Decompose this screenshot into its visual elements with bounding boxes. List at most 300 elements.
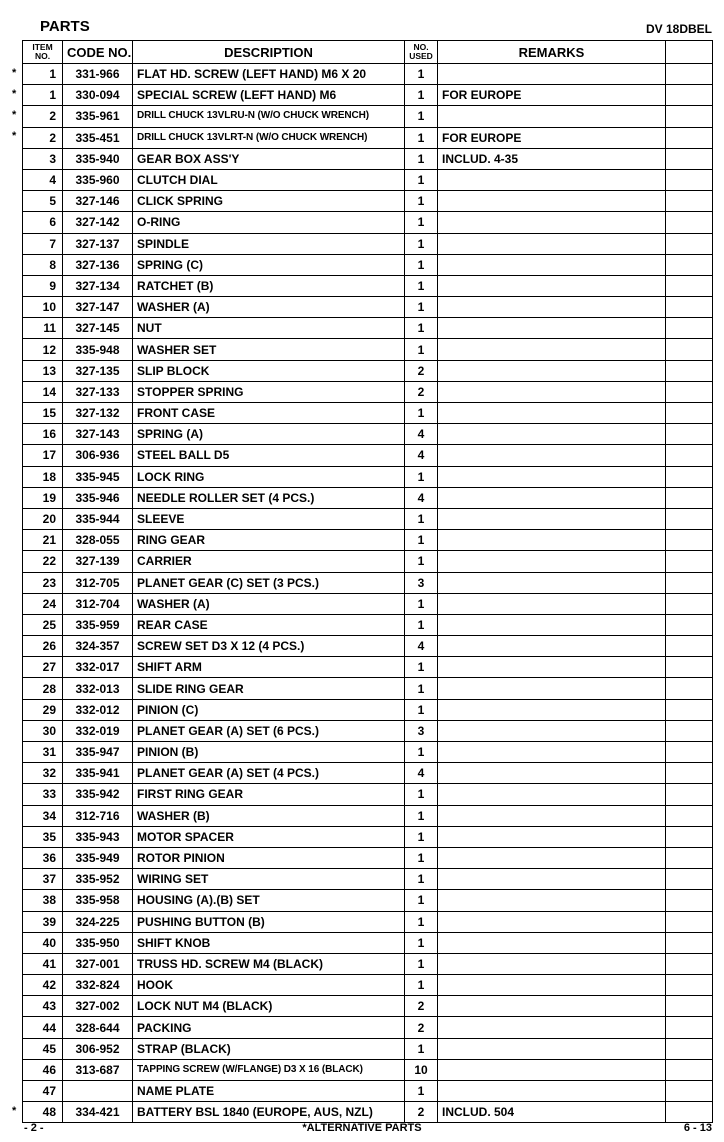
no-used: 1 bbox=[405, 826, 438, 847]
table-row bbox=[23, 530, 713, 551]
item-no: 1 bbox=[23, 64, 63, 85]
no-used: 1 bbox=[405, 466, 438, 487]
table-row bbox=[23, 869, 713, 890]
description: RING GEAR bbox=[133, 530, 405, 551]
remarks bbox=[438, 720, 666, 741]
item-no: 47 bbox=[23, 1081, 63, 1102]
no-used: 1 bbox=[405, 551, 438, 572]
remarks bbox=[438, 339, 666, 360]
no-used: 1 bbox=[405, 657, 438, 678]
blank-cell bbox=[666, 445, 713, 466]
remarks bbox=[438, 678, 666, 699]
code-no: 327-132 bbox=[63, 403, 133, 424]
blank-cell bbox=[666, 742, 713, 763]
item-no: 9 bbox=[23, 275, 63, 296]
no-used: 1 bbox=[405, 530, 438, 551]
description: PLANET GEAR (A) SET (6 PCS.) bbox=[133, 720, 405, 741]
description: LOCK NUT M4 (BLACK) bbox=[133, 996, 405, 1017]
no-used: 1 bbox=[405, 847, 438, 868]
code-no: 332-013 bbox=[63, 678, 133, 699]
item-no: 43 bbox=[23, 996, 63, 1017]
no-used-header bbox=[405, 41, 438, 64]
code-no: 335-945 bbox=[63, 466, 133, 487]
remarks bbox=[438, 169, 666, 190]
blank-cell bbox=[666, 657, 713, 678]
no-used: 1 bbox=[405, 212, 438, 233]
item-no: 12 bbox=[23, 339, 63, 360]
code-no: 331-966 bbox=[63, 64, 133, 85]
item-no: 16 bbox=[23, 424, 63, 445]
blank-cell bbox=[666, 911, 713, 932]
description-header: DESCRIPTION bbox=[133, 41, 405, 64]
item-no: 17 bbox=[23, 445, 63, 466]
table-row bbox=[23, 212, 713, 233]
remarks bbox=[438, 1038, 666, 1059]
remarks bbox=[438, 254, 666, 275]
no-used: 1 bbox=[405, 85, 438, 106]
code-no: 327-143 bbox=[63, 424, 133, 445]
blank-cell bbox=[666, 318, 713, 339]
table-row bbox=[23, 763, 713, 784]
no-used: 1 bbox=[405, 254, 438, 275]
blank-cell bbox=[666, 551, 713, 572]
no-used: 1 bbox=[405, 127, 438, 148]
no-used: 2 bbox=[405, 360, 438, 381]
remarks bbox=[438, 106, 666, 127]
description: SLIDE RING GEAR bbox=[133, 678, 405, 699]
item-no: 18 bbox=[23, 466, 63, 487]
no-used: 1 bbox=[405, 318, 438, 339]
description: SLEEVE bbox=[133, 508, 405, 529]
code-no: 327-135 bbox=[63, 360, 133, 381]
remarks bbox=[438, 360, 666, 381]
blank-cell bbox=[666, 1017, 713, 1038]
remarks bbox=[438, 763, 666, 784]
code-no: 327-137 bbox=[63, 233, 133, 254]
item-no: 24 bbox=[23, 593, 63, 614]
remarks: INCLUD. 4-35 bbox=[438, 148, 666, 169]
code-no: 324-357 bbox=[63, 636, 133, 657]
description: RATCHET (B) bbox=[133, 275, 405, 296]
table-row bbox=[23, 466, 713, 487]
description: SLIP BLOCK bbox=[133, 360, 405, 381]
table-row bbox=[23, 297, 713, 318]
no-used: 1 bbox=[405, 233, 438, 254]
table-row bbox=[23, 1038, 713, 1059]
page-number: - 2 - bbox=[24, 1122, 44, 1134]
code-no: 335-941 bbox=[63, 763, 133, 784]
item-no: 19 bbox=[23, 487, 63, 508]
item-no: 25 bbox=[23, 614, 63, 635]
used-header-line1: NO. bbox=[413, 42, 429, 52]
description: WASHER SET bbox=[133, 339, 405, 360]
description: TRUSS HD. SCREW M4 (BLACK) bbox=[133, 953, 405, 974]
table-row bbox=[23, 424, 713, 445]
no-used: 1 bbox=[405, 339, 438, 360]
blank-cell bbox=[666, 466, 713, 487]
code-no: 335-943 bbox=[63, 826, 133, 847]
remarks bbox=[438, 869, 666, 890]
alternative-part-marker: * bbox=[12, 87, 17, 100]
description: FRONT CASE bbox=[133, 403, 405, 424]
description: BATTERY BSL 1840 (EUROPE, AUS, NZL) bbox=[133, 1102, 405, 1123]
description: SHIFT ARM bbox=[133, 657, 405, 678]
description: WASHER (B) bbox=[133, 805, 405, 826]
no-used: 1 bbox=[405, 953, 438, 974]
item-no: 38 bbox=[23, 890, 63, 911]
table-row bbox=[23, 953, 713, 974]
remarks: INCLUD. 504 bbox=[438, 1102, 666, 1123]
code-no: 328-055 bbox=[63, 530, 133, 551]
table-row bbox=[23, 169, 713, 190]
table-row bbox=[23, 106, 713, 127]
blank-cell bbox=[666, 254, 713, 275]
blank-cell bbox=[666, 1102, 713, 1123]
remarks bbox=[438, 403, 666, 424]
code-no-header: CODE NO. bbox=[63, 41, 133, 64]
remarks bbox=[438, 953, 666, 974]
table-row bbox=[23, 699, 713, 720]
no-used: 1 bbox=[405, 1081, 438, 1102]
page-title: PARTS bbox=[40, 18, 90, 35]
description: NEEDLE ROLLER SET (4 PCS.) bbox=[133, 487, 405, 508]
item-header-line2: NO. bbox=[34, 51, 51, 61]
item-no: 26 bbox=[23, 636, 63, 657]
table-row bbox=[23, 127, 713, 148]
blank-cell bbox=[666, 805, 713, 826]
table-row bbox=[23, 403, 713, 424]
used-header-line2: USED bbox=[409, 51, 433, 61]
no-used: 1 bbox=[405, 699, 438, 720]
blank-cell bbox=[666, 614, 713, 635]
description: PACKING bbox=[133, 1017, 405, 1038]
blank-cell bbox=[666, 360, 713, 381]
remarks bbox=[438, 593, 666, 614]
code-no: 327-001 bbox=[63, 953, 133, 974]
table-row bbox=[23, 64, 713, 85]
code-no: 313-687 bbox=[63, 1059, 133, 1080]
remarks bbox=[438, 381, 666, 402]
no-used: 1 bbox=[405, 678, 438, 699]
table-row bbox=[23, 254, 713, 275]
remarks bbox=[438, 1059, 666, 1080]
item-no: 6 bbox=[23, 212, 63, 233]
blank-cell bbox=[666, 572, 713, 593]
item-no: 8 bbox=[23, 254, 63, 275]
description: WASHER (A) bbox=[133, 593, 405, 614]
code-no: 335-952 bbox=[63, 869, 133, 890]
item-no: 27 bbox=[23, 657, 63, 678]
code-no: 328-644 bbox=[63, 1017, 133, 1038]
item-no: 20 bbox=[23, 508, 63, 529]
remarks bbox=[438, 890, 666, 911]
table-row bbox=[23, 381, 713, 402]
no-used: 1 bbox=[405, 890, 438, 911]
description: FIRST RING GEAR bbox=[133, 784, 405, 805]
blank-cell bbox=[666, 64, 713, 85]
description: ROTOR PINION bbox=[133, 847, 405, 868]
remarks: FOR EUROPE bbox=[438, 85, 666, 106]
blank-cell bbox=[666, 508, 713, 529]
blank-cell bbox=[666, 297, 713, 318]
code-no: 327-133 bbox=[63, 381, 133, 402]
description: SHIFT KNOB bbox=[133, 932, 405, 953]
no-used: 1 bbox=[405, 297, 438, 318]
blank-cell bbox=[666, 953, 713, 974]
item-no: 2 bbox=[23, 127, 63, 148]
item-no: 45 bbox=[23, 1038, 63, 1059]
description: WIRING SET bbox=[133, 869, 405, 890]
item-no: 33 bbox=[23, 784, 63, 805]
blank-cell bbox=[666, 996, 713, 1017]
item-no: 30 bbox=[23, 720, 63, 741]
blank-cell bbox=[666, 720, 713, 741]
remarks bbox=[438, 424, 666, 445]
no-used: 1 bbox=[405, 975, 438, 996]
description: MOTOR SPACER bbox=[133, 826, 405, 847]
no-used: 2 bbox=[405, 381, 438, 402]
item-no: 14 bbox=[23, 381, 63, 402]
table-row bbox=[23, 233, 713, 254]
no-used: 1 bbox=[405, 275, 438, 296]
remarks bbox=[438, 1017, 666, 1038]
no-used: 1 bbox=[405, 911, 438, 932]
blank-cell bbox=[666, 487, 713, 508]
code-no: 306-936 bbox=[63, 445, 133, 466]
blank-cell bbox=[666, 678, 713, 699]
no-used: 1 bbox=[405, 869, 438, 890]
table-row bbox=[23, 890, 713, 911]
code-no: 335-940 bbox=[63, 148, 133, 169]
blank-cell bbox=[666, 233, 713, 254]
no-used: 2 bbox=[405, 1102, 438, 1123]
remarks bbox=[438, 318, 666, 339]
no-used: 2 bbox=[405, 1017, 438, 1038]
code-no: 327-147 bbox=[63, 297, 133, 318]
code-no: 312-704 bbox=[63, 593, 133, 614]
blank-cell bbox=[666, 191, 713, 212]
item-no: 3 bbox=[23, 148, 63, 169]
remarks bbox=[438, 572, 666, 593]
no-used: 2 bbox=[405, 996, 438, 1017]
blank-header bbox=[666, 41, 713, 64]
table-row bbox=[23, 975, 713, 996]
remarks bbox=[438, 233, 666, 254]
no-used: 1 bbox=[405, 64, 438, 85]
table-row bbox=[23, 720, 713, 741]
remarks bbox=[438, 975, 666, 996]
item-no: 28 bbox=[23, 678, 63, 699]
blank-cell bbox=[666, 106, 713, 127]
code-no: 335-942 bbox=[63, 784, 133, 805]
remarks bbox=[438, 805, 666, 826]
remarks bbox=[438, 297, 666, 318]
code-no bbox=[63, 1081, 133, 1102]
code-no: 332-012 bbox=[63, 699, 133, 720]
code-no: 327-002 bbox=[63, 996, 133, 1017]
alternative-part-marker: * bbox=[12, 1104, 17, 1117]
remarks: FOR EUROPE bbox=[438, 127, 666, 148]
code-no: 306-952 bbox=[63, 1038, 133, 1059]
item-no: 13 bbox=[23, 360, 63, 381]
alternative-part-marker: * bbox=[12, 130, 17, 143]
table-row bbox=[23, 85, 713, 106]
code-no: 335-958 bbox=[63, 890, 133, 911]
item-no-header bbox=[23, 41, 63, 64]
description: WASHER (A) bbox=[133, 297, 405, 318]
table-row bbox=[23, 784, 713, 805]
item-no: 7 bbox=[23, 233, 63, 254]
blank-cell bbox=[666, 847, 713, 868]
code-no: 327-136 bbox=[63, 254, 133, 275]
no-used: 1 bbox=[405, 614, 438, 635]
item-no: 23 bbox=[23, 572, 63, 593]
parts-table bbox=[22, 40, 713, 1123]
item-no: 32 bbox=[23, 763, 63, 784]
table-row bbox=[23, 678, 713, 699]
code-no: 330-094 bbox=[63, 85, 133, 106]
table-row bbox=[23, 445, 713, 466]
blank-cell bbox=[666, 869, 713, 890]
no-used: 4 bbox=[405, 445, 438, 466]
remarks bbox=[438, 466, 666, 487]
no-used: 3 bbox=[405, 720, 438, 741]
description: GEAR BOX ASS'Y bbox=[133, 148, 405, 169]
table-row bbox=[23, 826, 713, 847]
blank-cell bbox=[666, 593, 713, 614]
remarks bbox=[438, 487, 666, 508]
description: SPRING (C) bbox=[133, 254, 405, 275]
no-used: 1 bbox=[405, 508, 438, 529]
table-row bbox=[23, 996, 713, 1017]
remarks bbox=[438, 445, 666, 466]
description: DRILL CHUCK 13VLRT-N (W/O CHUCK WRENCH) bbox=[133, 127, 405, 148]
item-no: 35 bbox=[23, 826, 63, 847]
table-row bbox=[23, 551, 713, 572]
code-no: 334-421 bbox=[63, 1102, 133, 1123]
remarks-header: REMARKS bbox=[438, 41, 666, 64]
description: DRILL CHUCK 13VLRU-N (W/O CHUCK WRENCH) bbox=[133, 106, 405, 127]
item-no: 42 bbox=[23, 975, 63, 996]
code-no: 332-824 bbox=[63, 975, 133, 996]
table-row bbox=[23, 318, 713, 339]
remarks bbox=[438, 784, 666, 805]
blank-cell bbox=[666, 169, 713, 190]
item-no: 41 bbox=[23, 953, 63, 974]
blank-cell bbox=[666, 85, 713, 106]
code-no: 327-142 bbox=[63, 212, 133, 233]
no-used: 3 bbox=[405, 572, 438, 593]
code-no: 335-944 bbox=[63, 508, 133, 529]
remarks bbox=[438, 1081, 666, 1102]
remarks bbox=[438, 191, 666, 212]
blank-cell bbox=[666, 127, 713, 148]
item-no: 40 bbox=[23, 932, 63, 953]
blank-cell bbox=[666, 1038, 713, 1059]
code-no: 327-139 bbox=[63, 551, 133, 572]
code-no: 335-959 bbox=[63, 614, 133, 635]
description: HOUSING (A).(B) SET bbox=[133, 890, 405, 911]
table-row bbox=[23, 614, 713, 635]
remarks bbox=[438, 847, 666, 868]
item-no: 11 bbox=[23, 318, 63, 339]
remarks bbox=[438, 636, 666, 657]
table-row bbox=[23, 360, 713, 381]
remarks bbox=[438, 657, 666, 678]
remarks bbox=[438, 996, 666, 1017]
revision-date: 6 - 13 bbox=[683, 1122, 712, 1134]
no-used: 4 bbox=[405, 424, 438, 445]
blank-cell bbox=[666, 275, 713, 296]
table-row bbox=[23, 636, 713, 657]
table-row bbox=[23, 275, 713, 296]
description: CLUTCH DIAL bbox=[133, 169, 405, 190]
blank-cell bbox=[666, 1059, 713, 1080]
item-no: 22 bbox=[23, 551, 63, 572]
no-used: 4 bbox=[405, 487, 438, 508]
description: LOCK RING bbox=[133, 466, 405, 487]
table-row bbox=[23, 191, 713, 212]
table-row bbox=[23, 339, 713, 360]
item-no: 39 bbox=[23, 911, 63, 932]
item-no: 44 bbox=[23, 1017, 63, 1038]
table-row bbox=[23, 657, 713, 678]
code-no: 324-225 bbox=[63, 911, 133, 932]
alternative-part-marker: * bbox=[12, 108, 17, 121]
remarks bbox=[438, 826, 666, 847]
item-no: 34 bbox=[23, 805, 63, 826]
table-row bbox=[23, 805, 713, 826]
code-no: 335-946 bbox=[63, 487, 133, 508]
description: NUT bbox=[133, 318, 405, 339]
description: STOPPER SPRING bbox=[133, 381, 405, 402]
description: STRAP (BLACK) bbox=[133, 1038, 405, 1059]
code-no: 312-705 bbox=[63, 572, 133, 593]
remarks bbox=[438, 551, 666, 572]
no-used: 1 bbox=[405, 106, 438, 127]
no-used: 1 bbox=[405, 784, 438, 805]
table-row bbox=[23, 1059, 713, 1080]
blank-cell bbox=[666, 975, 713, 996]
description: NAME PLATE bbox=[133, 1081, 405, 1102]
description: CLICK SPRING bbox=[133, 191, 405, 212]
remarks bbox=[438, 614, 666, 635]
item-no: 2 bbox=[23, 106, 63, 127]
code-no: 335-961 bbox=[63, 106, 133, 127]
description: SCREW SET D3 X 12 (4 PCS.) bbox=[133, 636, 405, 657]
code-no: 332-019 bbox=[63, 720, 133, 741]
item-no: 48 bbox=[23, 1102, 63, 1123]
remarks bbox=[438, 530, 666, 551]
table-row bbox=[23, 593, 713, 614]
item-no: 10 bbox=[23, 297, 63, 318]
item-no: 31 bbox=[23, 742, 63, 763]
table-row bbox=[23, 911, 713, 932]
no-used: 1 bbox=[405, 148, 438, 169]
description: PUSHING BUTTON (B) bbox=[133, 911, 405, 932]
no-used: 10 bbox=[405, 1059, 438, 1080]
code-no: 335-949 bbox=[63, 847, 133, 868]
no-used: 1 bbox=[405, 593, 438, 614]
table-row bbox=[23, 742, 713, 763]
blank-cell bbox=[666, 148, 713, 169]
blank-cell bbox=[666, 381, 713, 402]
table-row bbox=[23, 508, 713, 529]
no-used: 1 bbox=[405, 742, 438, 763]
description: HOOK bbox=[133, 975, 405, 996]
no-used: 4 bbox=[405, 763, 438, 784]
blank-cell bbox=[666, 1081, 713, 1102]
